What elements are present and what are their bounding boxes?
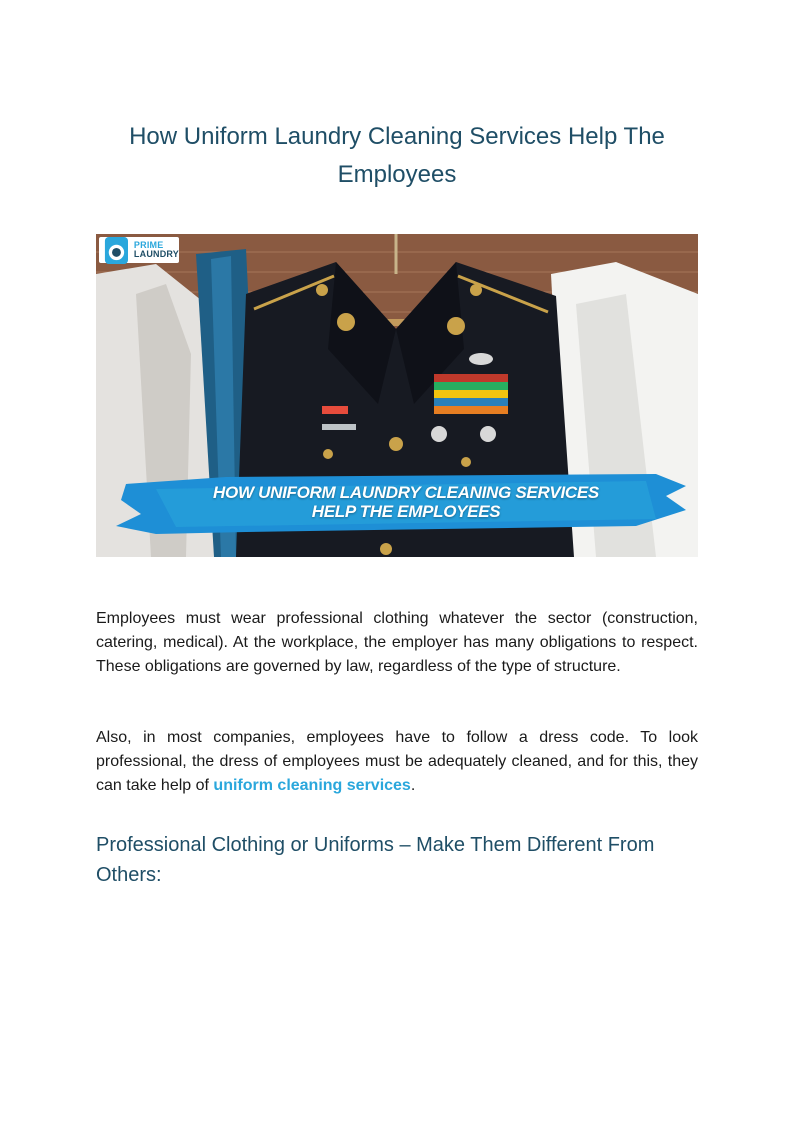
paragraph-1: Employees must wear professional clothing whatever the sector (construction, catering, medical). At the workplace, the employer has many obligations to respect. These obligations are governed by law, regardless of the type of structure. bbox=[96, 610, 698, 675]
hero-banner-text bbox=[146, 483, 666, 521]
washing-machine-icon bbox=[103, 234, 130, 412]
paragraph-2-text: Also, in most companies, employees have to follow a dress code. To look professional, the dress of employees must be adequately cleaned, and for this, they can take help of bbox=[96, 729, 698, 794]
banner-line1: HOW UNIFORM LAUNDRY CLEANING SERVICES bbox=[213, 483, 599, 502]
paragraph-2-end: . bbox=[410, 777, 416, 794]
brand-logo bbox=[99, 237, 179, 263]
section-heading: Professional Clothing or Uniforms – Make Them Different From Others: bbox=[96, 834, 655, 886]
hero-image bbox=[96, 234, 698, 557]
uniform-cleaning-services-link[interactable]: uniform cleaning services bbox=[213, 777, 411, 794]
banner-line2: HELP THE EMPLOYEES bbox=[311, 502, 501, 521]
logo-line2: LAUNDRY bbox=[133, 249, 179, 259]
paragraph-2 bbox=[96, 726, 698, 798]
page-title: How Uniform Laundry Cleaning Services Help The Employees bbox=[129, 123, 665, 188]
logo-line1: PRIME bbox=[133, 240, 164, 250]
